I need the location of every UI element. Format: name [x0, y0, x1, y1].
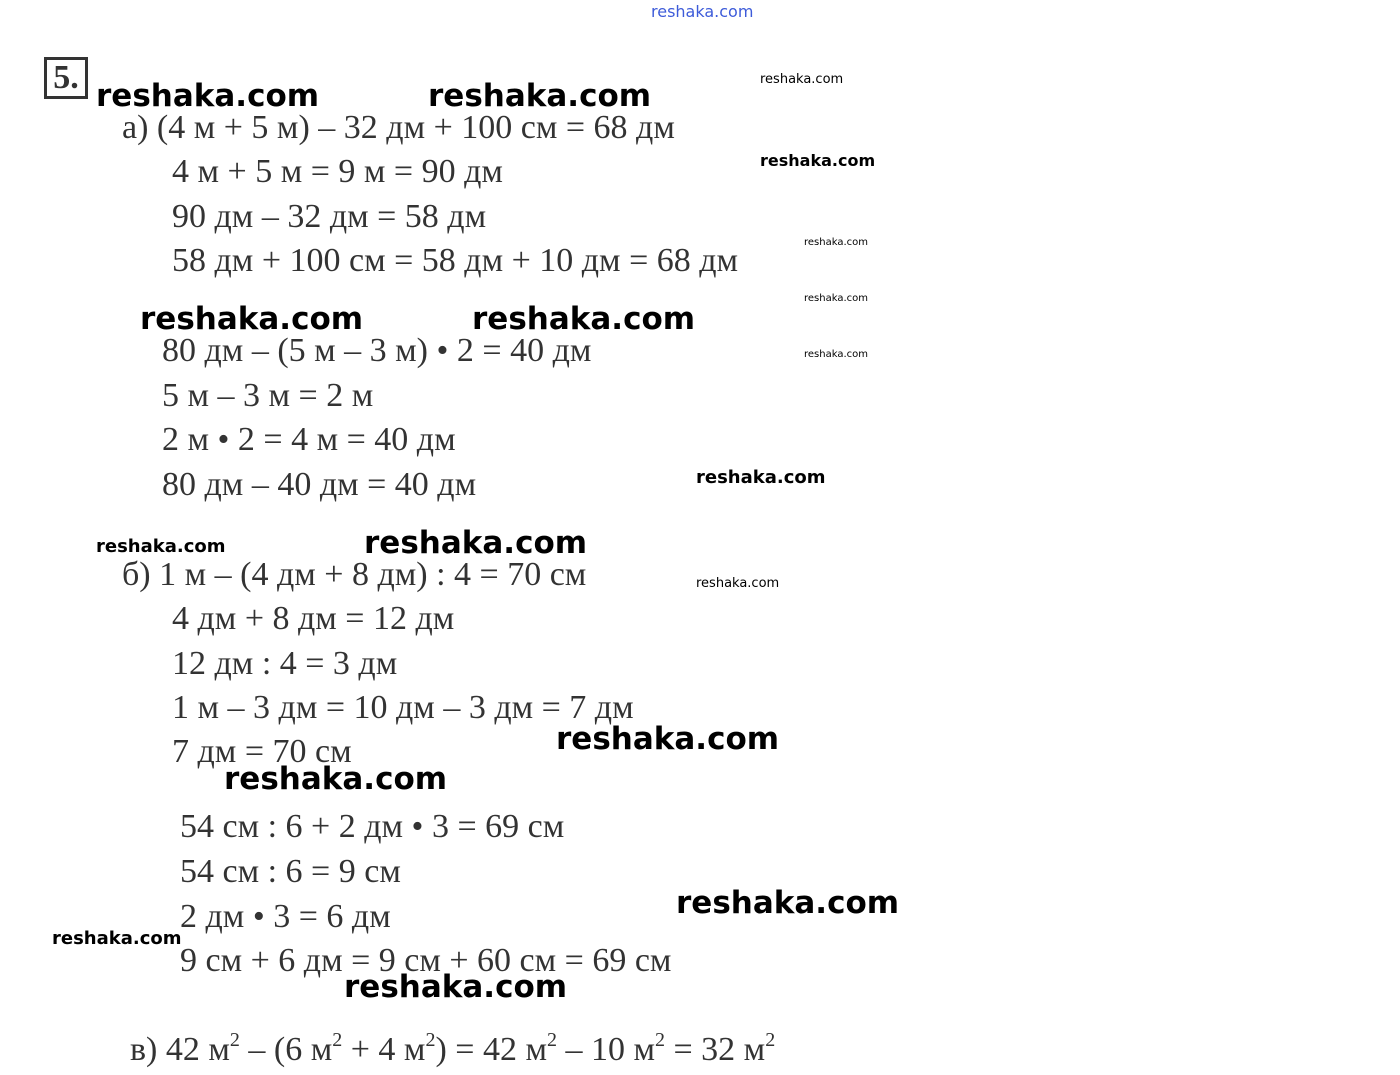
watermark: reshaka.com	[224, 761, 448, 797]
watermark: reshaka.com	[676, 885, 900, 921]
expression-b1: б) 1 м – (4 дм + 8 дм) : 4 = 70 см	[122, 556, 587, 593]
step-line: 4 м + 5 м = 9 м = 90 дм	[172, 153, 503, 190]
watermark: reshaka.com	[696, 576, 780, 591]
task-number: 5.	[44, 57, 88, 99]
watermark: reshaka.com	[52, 928, 182, 949]
watermark: reshaka.com	[804, 349, 868, 360]
step-line: 80 дм – 40 дм = 40 дм	[162, 466, 477, 503]
expression-c: в) 42 $м^2 - (6$ $м^2 + 4$ $м^2) = 42$ $м^2 - 10$ $м^2 = 32$ $м^2$	[130, 1029, 776, 1068]
watermark: reshaka.com	[696, 467, 826, 488]
watermark: reshaka.com	[804, 237, 868, 248]
expression-a1: а) (4 м + 5 м) – 32 дм + 100 см = 68 дм	[122, 109, 675, 146]
watermark: reshaka.com	[96, 78, 320, 114]
watermark: reshaka.com	[140, 301, 364, 337]
watermark: reshaka.com	[760, 72, 844, 87]
watermark: reshaka.com	[804, 293, 868, 304]
step-line: 4 дм + 8 дм = 12 дм	[172, 600, 455, 637]
step-line: 7 дм = 70 см	[172, 733, 352, 770]
watermark: reshaka.com	[96, 536, 226, 557]
watermark: reshaka.com	[364, 525, 588, 561]
watermark: reshaka.com	[344, 969, 568, 1005]
expression-a2: 80 дм – (5 м – 3 м) • 2 = 40 дм	[162, 332, 592, 369]
watermark-top: reshaka.com	[651, 2, 754, 21]
step-line: 2 дм • 3 = 6 дм	[180, 898, 391, 935]
watermark: reshaka.com	[760, 151, 876, 170]
step-line: 1 м – 3 дм = 10 дм – 3 дм = 7 дм	[172, 689, 634, 726]
watermark: reshaka.com	[472, 301, 696, 337]
step-line: 2 м • 2 = 4 м = 40 дм	[162, 421, 456, 458]
step-line: 54 см : 6 = 9 см	[180, 853, 401, 890]
step-line: 12 дм : 4 = 3 дм	[172, 645, 398, 682]
step-line: 90 дм – 32 дм = 58 дм	[172, 198, 487, 235]
step-line: 58 дм + 100 см = 58 дм + 10 дм = 68 дм	[172, 242, 739, 279]
watermark: reshaka.com	[428, 78, 652, 114]
expression-b2: 54 см : 6 + 2 дм • 3 = 69 см	[180, 808, 565, 845]
step-line: 9 см + 6 дм = 9 см + 60 см = 69 см	[180, 942, 672, 979]
step-line: 5 м – 3 м = 2 м	[162, 377, 374, 414]
watermark: reshaka.com	[556, 721, 780, 757]
part-c-label: в)	[130, 1031, 158, 1068]
